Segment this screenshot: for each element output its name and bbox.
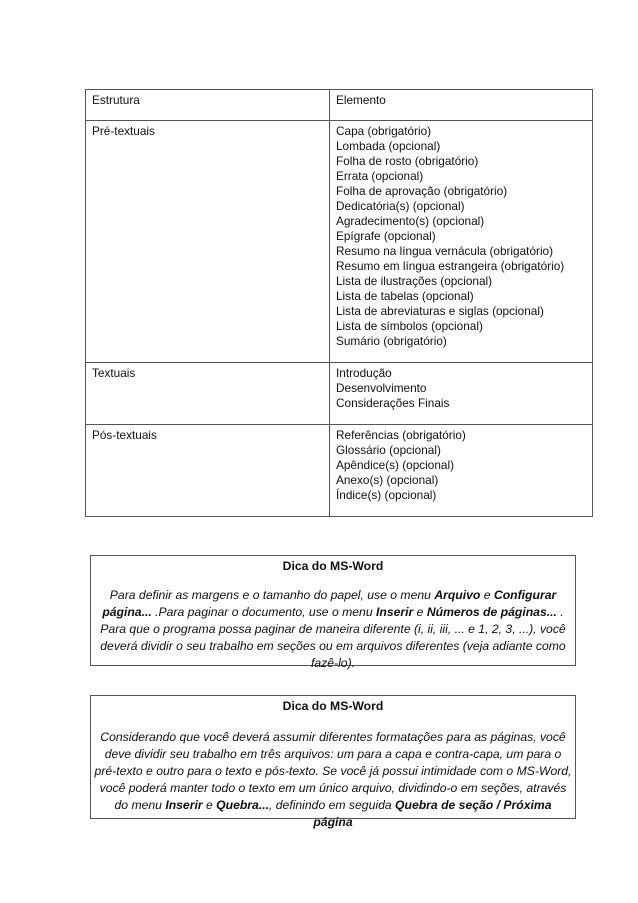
structure-cell: Pré-textuais [86,121,330,363]
element-item: Considerações Finais [336,396,450,410]
element-item: Apêndice(s) (opcional) [336,458,455,472]
element-item: Resumo em língua estrangeira (obrigatório) [336,259,565,273]
tip-menu-term: Números de páginas... [426,605,557,619]
element-item: Agradecimento(s) (opcional) [336,214,485,228]
tip-title: Dica do MS-Word [282,559,384,573]
tip-menu-term: Inserir [376,605,414,619]
element-item: Errata (opcional) [336,169,424,183]
table-row [86,121,593,363]
header-estrutura: Estrutura [86,90,330,121]
element-item: Referências (obrigatório) [336,428,466,442]
element-item: Epígrafe (opcional) [336,229,436,243]
tip-menu-term: Inserir [165,798,203,812]
tip-menu-term: Quebra... [216,798,269,812]
element-item: Sumário (obrigatório) [336,334,447,348]
element-item: Lista de ilustrações (opcional) [336,274,493,288]
structure-table [85,89,593,517]
element-item: Índice(s) (opcional) [336,488,437,502]
tip-text: e [202,798,217,812]
tip-text: e [480,588,494,602]
tip-box-margins [90,555,576,670]
tip-body [94,729,572,831]
element-item: Introdução [336,366,392,380]
tip-body [95,587,571,672]
tip-box-sections [90,695,576,829]
tip-text: .Para paginar o documento, use o menu [151,605,377,619]
element-item: Lista de abreviaturas e siglas (opcional) [336,304,544,318]
tip-title: Dica do MS-Word [282,699,384,713]
elements-cell [330,425,593,517]
tip-text: , definindo em seguida [268,798,396,812]
element-item: Folha de rosto (obrigatório) [336,154,479,168]
structure-cell: Pós-textuais [86,425,330,517]
element-item: Dedicatória(s) (opcional) [336,199,465,213]
element-item: Glossário (opcional) [336,443,441,457]
elements-cell [330,121,593,363]
table-row [86,425,593,517]
element-item: Capa (obrigatório) [336,124,432,138]
tip-menu-term: Quebra de seção / Próxima página [313,798,552,829]
tip-text: . Para que o programa possa paginar de maneira diferente (i, ii, iii, ... e 1, 2, 3, ...), você deverá dividir o seu trabalho em seções ou em arquivos diferentes (veja adiante como fazê-lo). [100,605,566,670]
tip-text: Considerando que você deverá assumir diferentes formatações para as páginas, você deve dividir seu trabalho em três arquivos: um para a capa e contra-capa, um para o pré-texto e outro para o texto e pós-texto. Se você já possui intimidade com o MS-Word, você poderá manter todo o texto em um único arquivo, dividindo-o em seções, através do menu [94,730,572,812]
tip-text: e [413,605,427,619]
tip-menu-term: Arquivo [434,588,481,602]
element-item: Anexo(s) (opcional) [336,473,439,487]
header-elemento: Elemento [330,90,593,121]
element-item: Lista de tabelas (opcional) [336,289,474,303]
element-item: Resumo na língua vernácula (obrigatório) [336,244,554,258]
element-item: Lombada (opcional) [336,139,441,153]
table-header-row [86,90,593,121]
structure-cell: Textuais [86,363,330,425]
tip-text: Para definir as margens e o tamanho do papel, use o menu [109,588,435,602]
table-row [86,363,593,425]
element-item: Desenvolvimento [336,381,427,395]
element-item: Folha de aprovação (obrigatório) [336,184,508,198]
elements-cell [330,363,593,425]
element-item: Lista de símbolos (opcional) [336,319,483,333]
tip-menu-term: Configurar página... [102,588,557,619]
